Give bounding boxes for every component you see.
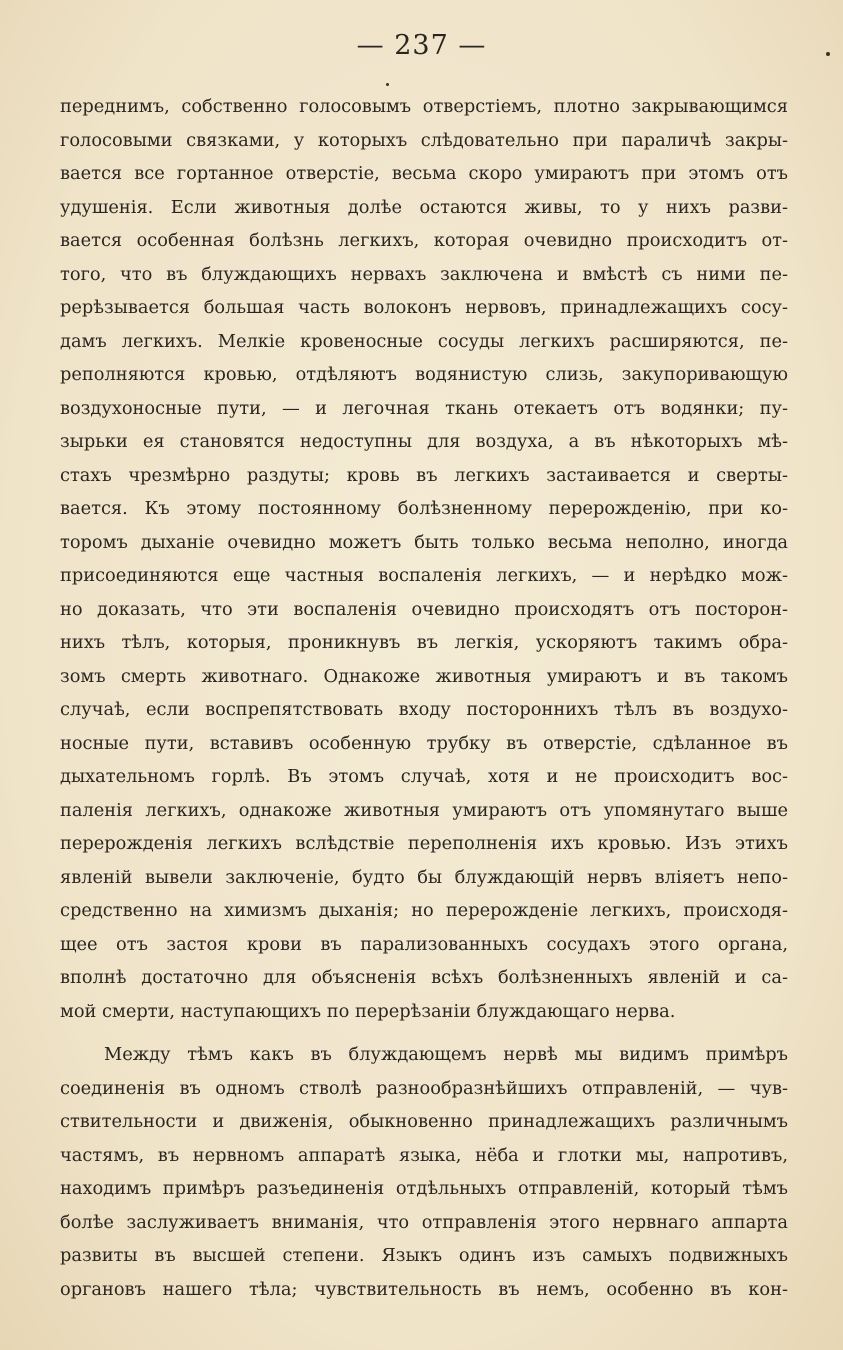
text-line: вается особенная болѣзнь легкихъ, которая очевидно происходитъ от- bbox=[60, 230, 788, 251]
text-line: присоединяются еще частныя воспаленія легкихъ, — и нерѣдко мож- bbox=[60, 565, 788, 586]
text-line: носные пути, вставивъ особенную трубку въ отверстіе, сдѣланное въ bbox=[60, 732, 788, 754]
paragraph-2 bbox=[60, 1038, 788, 1306]
text-line: реполняются кровью, отдѣляютъ водянистую слизь, закупоривающую bbox=[60, 364, 788, 385]
text-line: стахъ чрезмѣрно раздуты; кровь въ легкихъ застаивается и сверты- bbox=[60, 464, 788, 486]
text-line: ствительности и движенія, обыкновенно принадлежащихъ различнымъ bbox=[60, 1111, 788, 1132]
margin-speck bbox=[826, 52, 830, 56]
text-line: но доказать, что эти воспаленія очевидно происходятъ отъ посторон- bbox=[60, 598, 788, 620]
ink-speck bbox=[386, 83, 389, 86]
text-line: нихъ тѣлъ, которыя, проникнувъ въ легкія, ускоряютъ такимъ обра- bbox=[60, 632, 788, 653]
text-line: зомъ смерть животнаго. Однакоже животныя умираютъ и въ такомъ bbox=[60, 665, 788, 687]
text-line: вается. Къ этому постоянному болѣзненному перерожденію, при ко- bbox=[60, 498, 788, 519]
text-line: удушенія. Если животныя долѣе остаются живы, то у нихъ разви- bbox=[60, 196, 788, 218]
text-line: вполнѣ достаточно для объясненія всѣхъ болѣзненныхъ явленій и са- bbox=[60, 967, 788, 988]
text-line: торомъ дыханіе очевидно можетъ быть только весьма неполно, иногда bbox=[60, 531, 788, 553]
text-line: болѣе заслуживаетъ вниманія, что отправленія этого нервнаго аппарта bbox=[60, 1211, 788, 1233]
text-line: перерожденія легкихъ вслѣдствіе переполненія ихъ кровью. Изъ этихъ bbox=[60, 833, 788, 854]
paragraph-1 bbox=[60, 90, 788, 1028]
text-line: Между тѣмъ какъ въ блуждающемъ нервѣ мы видимъ примѣръ bbox=[104, 1044, 788, 1065]
text-line: вается все гортанное отверстіе, весьма скоро умираютъ при этомъ отъ bbox=[60, 163, 788, 184]
text-line: дыхательномъ горлѣ. Въ этомъ случаѣ, хотя и не происходитъ вос- bbox=[60, 766, 788, 787]
text-line: соединенія въ одномъ стволѣ разнообразнѣйшихъ отправленій, — чув- bbox=[60, 1077, 788, 1099]
paragraph-gap bbox=[60, 1028, 788, 1038]
text-line: щее отъ застоя крови въ парализованныхъ сосудахъ этого органа, bbox=[60, 933, 788, 955]
text-line: находимъ примѣръ разъединенія отдѣльныхъ отправленій, который тѣмъ bbox=[60, 1178, 788, 1199]
text-line: мой смерти, наступающихъ по перерѣзаніи блуждающаго нерва. bbox=[60, 1000, 676, 1022]
body-text bbox=[60, 90, 788, 1306]
text-line: паленія легкихъ, однакоже животныя умираютъ отъ упомянутаго выше bbox=[60, 799, 788, 821]
text-line: средственно на химизмъ дыханія; но перерожденіе легкихъ, происходя- bbox=[60, 900, 788, 921]
page-number: — 237 — bbox=[356, 30, 487, 61]
text-line: переднимъ, собственно голосовымъ отверстіемъ, плотно закрывающимся bbox=[60, 96, 788, 117]
text-line: случаѣ, если воспрепятствовать входу постороннихъ тѣлъ въ воздухо- bbox=[60, 699, 788, 720]
text-line: частямъ, въ нервномъ аппаратѣ языка, нёба и глотки мы, напротивъ, bbox=[60, 1144, 788, 1166]
text-line: органовъ нашего тѣла; чувствительность въ немъ, особенно въ кон- bbox=[60, 1278, 788, 1300]
text-line: рерѣзывается большая часть волоконъ нервовъ, принадлежащихъ сосу- bbox=[60, 297, 788, 318]
text-line: зырьки ея становятся недоступны для воздуха, а въ нѣкоторыхъ мѣ- bbox=[60, 431, 788, 452]
text-line: дамъ легкихъ. Мелкіе кровеносные сосуды легкихъ расширяются, пе- bbox=[60, 330, 788, 352]
text-line: того, что въ блуждающихъ нервахъ заключена и вмѣстѣ съ ними пе- bbox=[60, 263, 788, 285]
text-line: воздухоносные пути, — и легочная ткань отекаетъ отъ водянки; пу- bbox=[60, 397, 788, 419]
text-line: развиты въ высшей степени. Языкъ одинъ изъ самыхъ подвижныхъ bbox=[60, 1245, 788, 1266]
text-line: голосовыми связками, у которыхъ слѣдовательно при параличѣ закры- bbox=[60, 129, 788, 151]
text-line: явленій вывели заключеніе, будто бы блуждающій нервъ вліяетъ непо- bbox=[60, 866, 788, 888]
